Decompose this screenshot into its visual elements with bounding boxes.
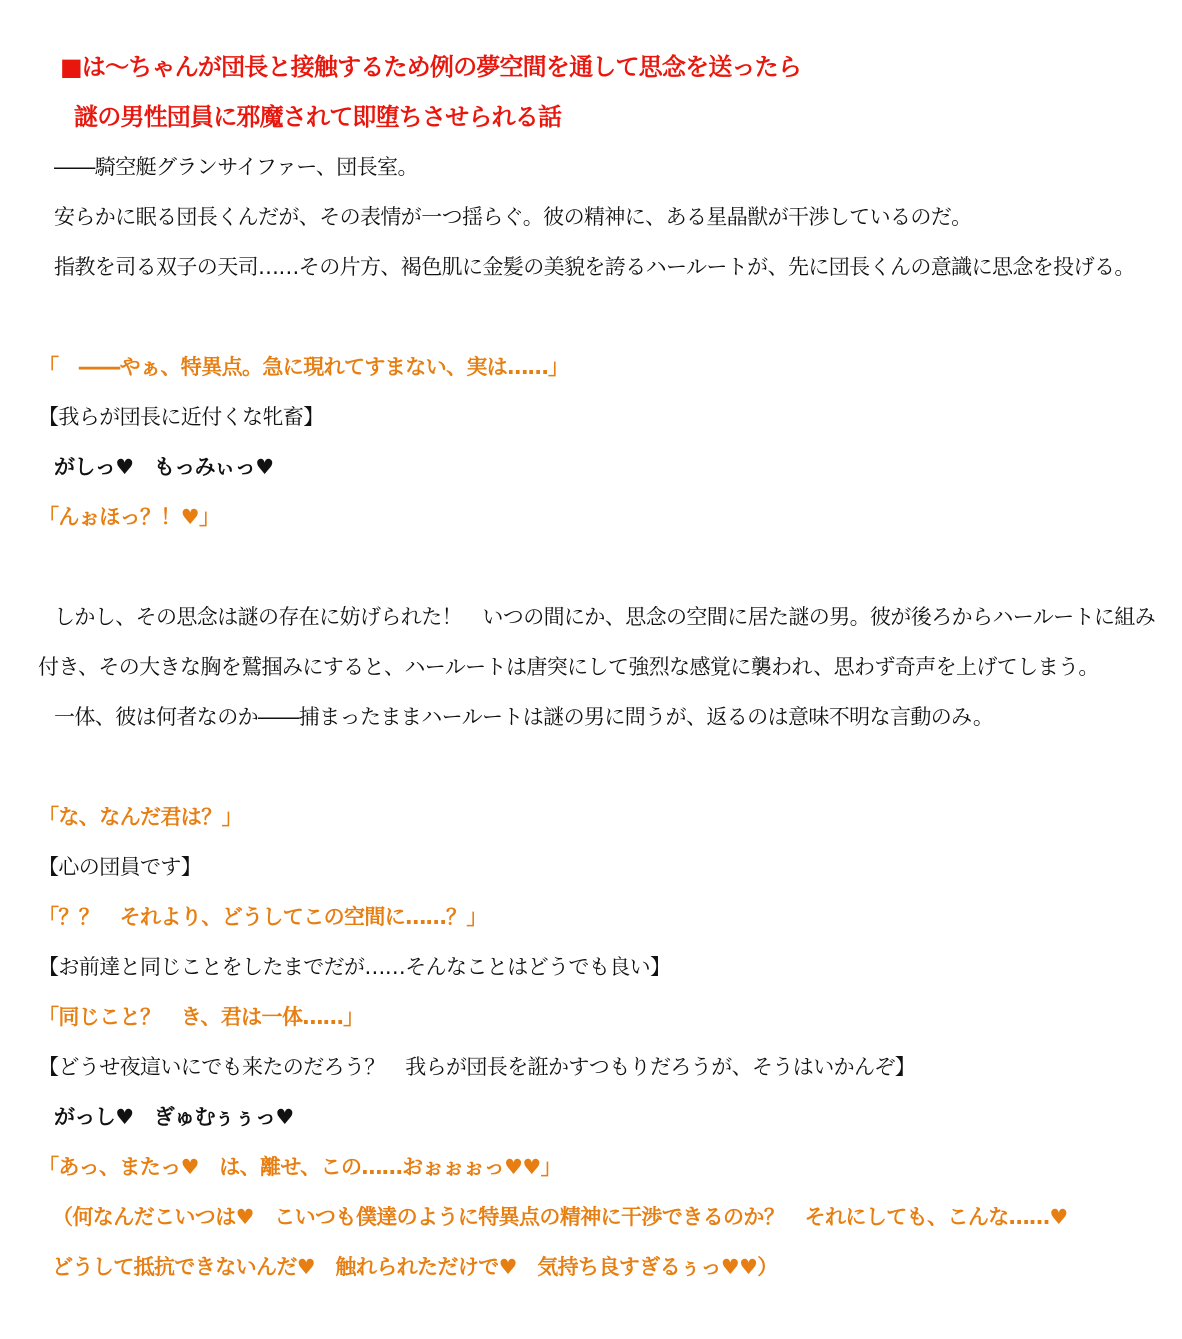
title-line-1: ■は～ちゃんが団長と接触するため例の夢空間を通して思念を送ったら [60,53,802,81]
inner-thought-line-2: どうして抵抗できないんだ♥ 触れられただけで♥ 気持ち良すぎるぅっ♥♥） [52,1255,778,1279]
sound-effect-2: がっし♥ ぎゅむぅぅっ♥ [54,1105,294,1129]
title-line-2: 謎の男性団員に邪魔されて即堕ちさせられる話 [74,103,562,131]
dialogue-stranger-1: 【我らが団長に近付くな牝畜】 [38,405,324,429]
sound-effect-1: がしっ♥ もっみぃっ♥ [54,455,274,479]
inner-thought-line-1: （何なんだこいつは♥ こいつも僕達のように特異点の精神に干渉できるのか？ それにしても、こんな……♥ [52,1205,1068,1229]
dialogue-stranger-4: 【どうせ夜這いにでも来たのだろう？ 我らが団長を誑かすつもりだろうが、そうはいかんぞ】 [38,1055,916,1079]
dialogue-stranger-2: 【心の団員です】 [38,855,202,879]
dialogue-haarut-1: 「 ――やぁ、特異点。急に現れてすまない、実は……」 [38,355,569,379]
narration-line-3: 一体、彼は何者なのか――捕まったままハールートは謎の男に問うが、返るのは意味不明な言動のみ。 [54,705,994,729]
dialogue-haarut-5: 「同じこと？ き、君は一体……」 [38,1005,364,1029]
dialogue-haarut-4: 「？？ それより、どうしてこの空間に……？」 [38,905,487,929]
intro-line-3: 指教を司る双子の天司……その片方、褐色肌に金髪の美貌を誇るハールートが、先に団長くんの意識に思念を投げる。 [54,255,1135,279]
dialogue-haarut-2: 「んぉほっ？！♥」 [38,505,220,529]
narration-line-1: しかし、その思念は謎の存在に妨げられた！ いつの間にか、思念の空間に居た謎の男。彼が後ろからハールートに組み [54,605,1156,629]
narration-line-2: 付き、その大きな胸を鷲掴みにすると、ハールートは唐突にして強烈な感覚に襲われ、思わず奇声を上げてしまう。 [38,655,1099,679]
dialogue-stranger-3: 【お前達と同じことをしたまでだが……そんなことはどうでも良い】 [38,955,671,979]
dialogue-haarut-6: 「あっ、またっ♥ は、離せ、この……おぉぉぉっ♥♥」 [38,1155,562,1179]
intro-line-2: 安らかに眠る団長くんだが、その表情が一つ揺らぐ。彼の精神に、ある星晶獣が干渉しているのだ。 [54,205,972,229]
dialogue-haarut-3: 「な、なんだ君は？」 [38,805,242,829]
intro-line-1: ――騎空艇グランサイファー、団長室。 [54,155,418,179]
